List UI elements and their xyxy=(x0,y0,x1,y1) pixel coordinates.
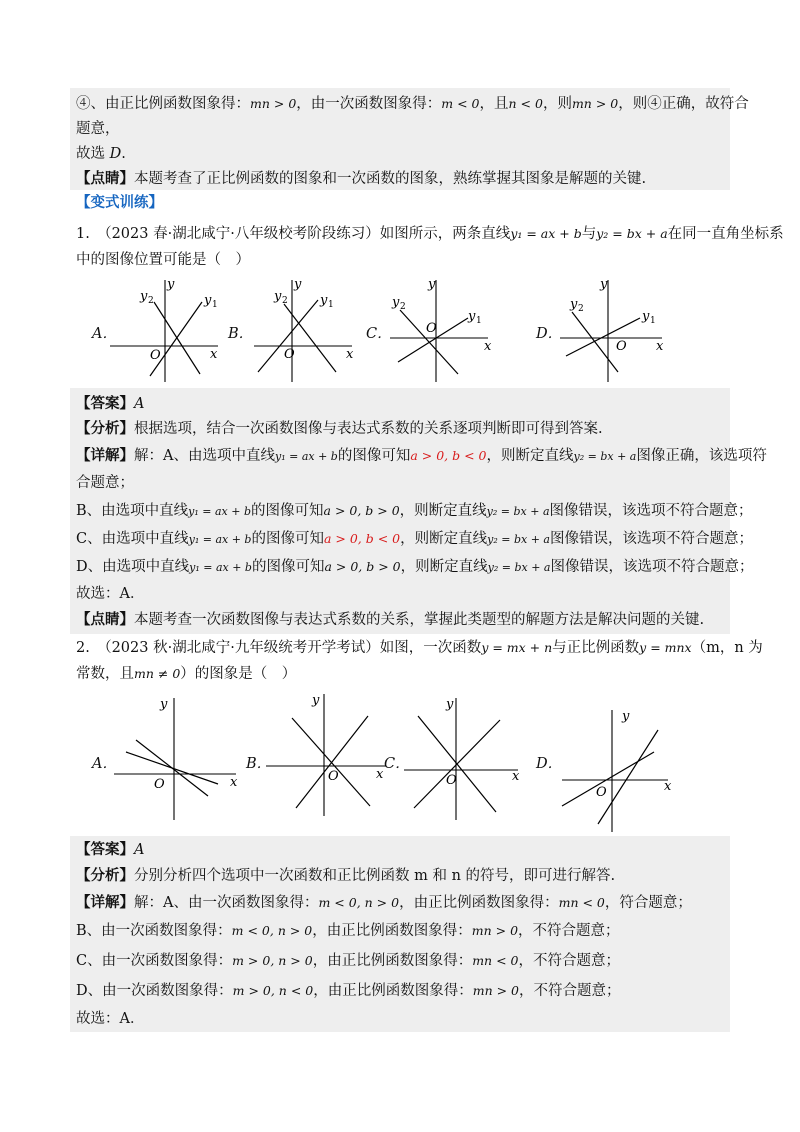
origin-label: O xyxy=(284,347,295,362)
line-proportional xyxy=(562,752,654,806)
q1-graph-d xyxy=(558,276,678,386)
y-axis-label: y xyxy=(160,697,168,712)
text-line: 题意， xyxy=(76,121,120,137)
line-y2 xyxy=(572,312,618,372)
y2-label: y xyxy=(570,297,578,312)
y2-label: y xyxy=(140,289,148,304)
q2-analysis: 【分析】分别分析四个选项中一次函数和正比例函数 m 和 n 的符号，即可进行解答. xyxy=(76,867,616,884)
y-axis-label: y xyxy=(312,693,320,708)
q1-graph-a xyxy=(110,276,230,386)
line-y2 xyxy=(400,310,458,374)
q2-graph-d xyxy=(560,706,690,836)
y-axis-label: y xyxy=(428,277,436,292)
origin-label: O xyxy=(150,348,161,363)
q1-detail-c: C、由选项中直线y₁ = ax + b的图像可知a > 0, b < 0，则断定直线y₂ = bx + a图像错误，该选项不符合题意； xyxy=(76,531,753,547)
q2-graph-b xyxy=(262,690,392,820)
q1-graph-c xyxy=(388,276,508,386)
y1-label: y xyxy=(204,293,212,308)
x-axis-label: x xyxy=(346,347,354,362)
origin-label: O xyxy=(596,785,607,800)
origin-label: O xyxy=(328,769,339,784)
x-axis-label: x xyxy=(512,769,520,784)
q2-option-a-label: A． xyxy=(92,756,117,772)
q2-detail-a: 【详解】解：A、由一次函数图象得：m < 0, n > 0，由正比例函数图象得：mn < 0，符合题意； xyxy=(76,894,692,911)
line-proportional xyxy=(126,752,218,784)
svg-text:2: 2 xyxy=(148,296,154,306)
q1-detail-a-cont: 合题意； xyxy=(76,475,134,491)
q2-graph-c xyxy=(400,694,530,824)
q2-answer: 【答案】A xyxy=(76,841,145,858)
line-linear xyxy=(598,730,658,824)
q1-option-c-label: C． xyxy=(366,326,392,342)
y2-label: y xyxy=(392,295,400,310)
y-axis-label: y xyxy=(622,709,630,724)
x-axis-label: x xyxy=(210,347,218,362)
q1-detail-b: B、由选项中直线y₁ = ax + b的图像可知a > 0, b > 0，则断定直线y₂ = bx + a图像错误，该选项不符合题意； xyxy=(76,503,753,519)
origin-label: O xyxy=(446,773,457,788)
y-axis-label: y xyxy=(600,277,608,292)
q1-answer: 【答案】A xyxy=(76,395,145,412)
origin-label: O xyxy=(616,339,627,354)
y1-label: y xyxy=(320,293,328,308)
q1-analysis: 【分析】根据选项，结合一次函数图像与表达式系数的关系逐项判断即可得到答案. xyxy=(76,420,603,437)
y2-label: y xyxy=(274,289,282,304)
origin-label: O xyxy=(426,321,437,336)
q2-detail-b: B、由一次函数图象得：m < 0, n > 0，由正比例函数图象得：mn > 0，不符合题意； xyxy=(76,923,620,939)
y1-label: y xyxy=(468,309,476,324)
svg-text:1: 1 xyxy=(650,316,656,326)
q1-option-d-label: D． xyxy=(536,326,563,342)
line-y1 xyxy=(566,318,640,356)
q2-option-b-label: B． xyxy=(246,756,272,772)
text-line: 故选 D. xyxy=(76,146,126,162)
y1-label: y xyxy=(642,309,650,324)
q1-choose: 故选：A． xyxy=(76,586,145,602)
origin-label: O xyxy=(154,777,165,792)
q1-stem: 1. （2023 春·湖北咸宁·八年级校考阶段练习）如图所示，两条直线y₁ = ax + b与y₂ = bx + a在同一直角坐标系 xyxy=(76,226,784,242)
x-axis-label: x xyxy=(230,775,238,790)
q1-detail-d: D、由选项中直线y₁ = ax + b的图像可知a > 0, b > 0，则断定直线y₂ = bx + a图像错误，该选项不符合题意； xyxy=(76,559,754,575)
line-proportional xyxy=(418,716,496,812)
y-axis-label: y xyxy=(294,277,302,292)
line-proportional xyxy=(296,716,368,808)
line-y2 xyxy=(154,302,200,374)
section-title: 【变式训练】 xyxy=(76,194,163,211)
q1-option-b-label: B． xyxy=(228,326,254,342)
q1-option-a-label: A． xyxy=(92,326,117,342)
svg-text:1: 1 xyxy=(476,316,482,326)
q1-stem: 中的图像位置可能是（ ） xyxy=(76,252,250,268)
q2-detail-d: D、由一次函数图象得：m > 0, n < 0，由正比例函数图象得：mn > 0，不符合题意； xyxy=(76,983,621,999)
q2-graph-a xyxy=(112,694,242,824)
svg-text:2: 2 xyxy=(282,296,288,306)
text-line: ④、由正比例函数图象得：mn > 0，由一次函数图象得：m < 0，且n < 0，则mn > 0，则④正确，故符合 xyxy=(76,96,749,112)
q1-graph-b xyxy=(250,276,370,386)
q1-comment: 【点睛】本题考查一次函数图像与表达式系数的关系，掌握此类题型的解题方法是解决问题的关键. xyxy=(76,611,705,628)
q1-detail-a: 【详解】解：A、由选项中直线y₁ = ax + b的图像可知a > 0, b < 0，则断定直线y₂ = bx + a图像正确，该选项符 xyxy=(76,447,767,464)
x-axis-label: x xyxy=(376,767,384,782)
svg-text:2: 2 xyxy=(578,304,584,314)
q2-detail-c: C、由一次函数图象得：m > 0, n > 0，由正比例函数图象得：mn < 0，不符合题意； xyxy=(76,953,620,969)
x-axis-label: x xyxy=(656,339,664,354)
y-axis-label: y xyxy=(167,277,175,292)
x-axis-label: x xyxy=(664,779,672,794)
q2-stem: 2. （2023 秋·湖北咸宁·九年级统考开学考试）如图，一次函数y = mx + n与正比例函数y = mnx（m，n 为 xyxy=(76,640,763,656)
q2-option-c-label: C． xyxy=(384,756,410,772)
line-linear xyxy=(292,718,370,806)
comment-line: 【点睛】本题考查了正比例函数的图象和一次函数的图象，熟练掌握其图象是解题的关键. xyxy=(76,170,647,187)
svg-text:1: 1 xyxy=(328,300,334,310)
svg-text:2: 2 xyxy=(400,302,406,312)
q2-stem: 常数，且mn ≠ 0）的图象是（ ） xyxy=(76,666,297,682)
q2-choose: 故选：A． xyxy=(76,1011,145,1027)
x-axis-label: x xyxy=(484,339,492,354)
q2-option-d-label: D． xyxy=(536,756,563,772)
svg-text:1: 1 xyxy=(212,300,218,310)
y-axis-label: y xyxy=(446,697,454,712)
